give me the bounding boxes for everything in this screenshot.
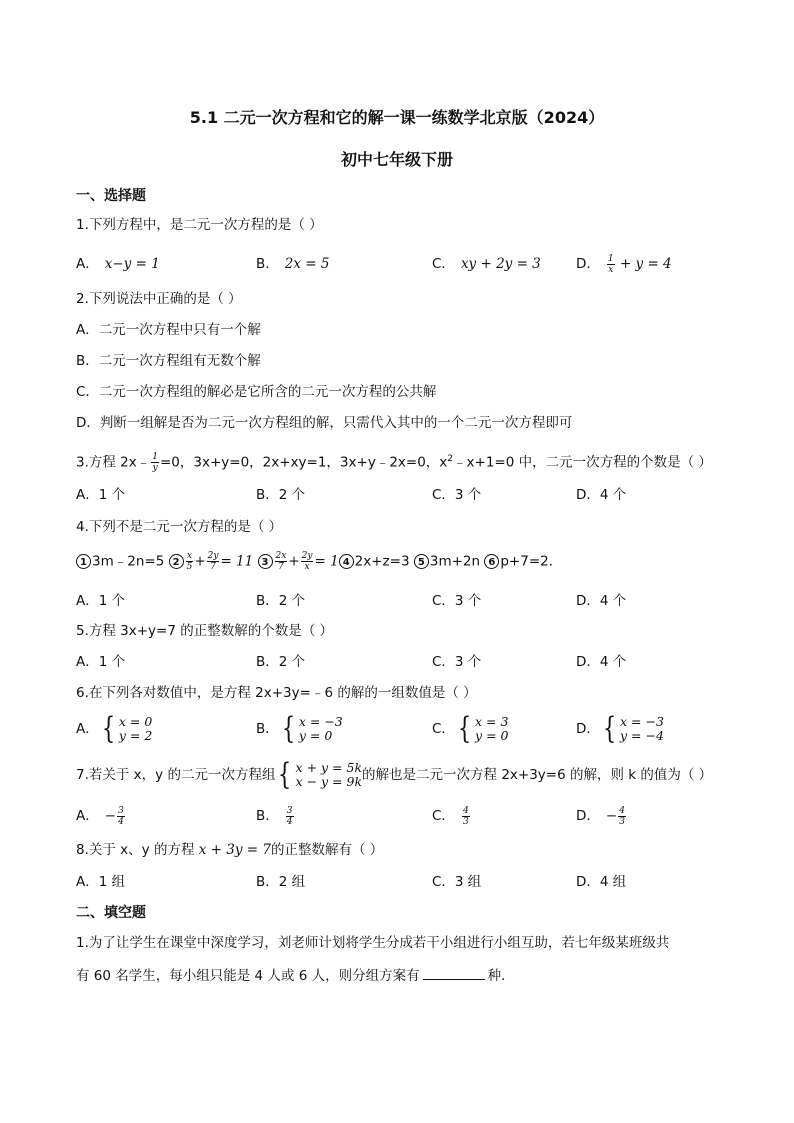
- question-4-options: [76, 590, 726, 612]
- fraction: $\frac{1}{x}$: [607, 253, 614, 275]
- section-heading-fill: 二、填空题: [76, 905, 146, 921]
- fraction: $\frac{x}{5}$: [186, 551, 193, 572]
- option-c: C．3 组: [432, 874, 482, 890]
- fraction: $\frac{3}{4}$: [286, 805, 293, 827]
- question-2-option-b: B．二元一次方程组有无数个解: [76, 353, 261, 369]
- fraction: $\frac{1}{y}$: [152, 452, 158, 473]
- document-subtitle: 初中七年级下册: [340, 150, 453, 169]
- fraction: $\frac{2y}{7}$: [207, 551, 219, 572]
- question-6-stem: 6.在下列各对数值中，是方程 2x+3y=﹣6 的解的一组数值是（ ）: [76, 685, 477, 701]
- option-a: A．1 个: [76, 487, 126, 503]
- brace: {: [602, 711, 617, 746]
- option-a: A． − $\frac{3}{4}$: [76, 805, 124, 827]
- answer-blank[interactable]: [423, 965, 485, 980]
- question-7-stem: 7.若关于 x，y 的二元一次方程组 { x + y = 5k x − y = 9k 的解也是二元一次方程 2x+3y=6 的解，则 k 的值为（ ）: [76, 757, 713, 792]
- option-c: C． xy + 2y = 3: [432, 256, 541, 272]
- circled-number-4: 4: [339, 554, 354, 569]
- option-c: C． $\frac{4}{3}$: [432, 805, 469, 827]
- circled-number-3: 3: [258, 554, 273, 569]
- option-c: C．3 个: [432, 654, 482, 670]
- question-8-options: [76, 871, 726, 893]
- option-b: B．2 个: [256, 487, 306, 503]
- question-1-stem: 1.下列方程中，是二元一次方程的是（ ）: [76, 217, 323, 233]
- option-d: D． { x = −3 y = −4: [576, 711, 664, 746]
- fraction: $\frac{2x}{7}$: [275, 551, 287, 572]
- question-5-stem: 5.方程 3x+y=7 的正整数解的个数是（ ）: [76, 623, 334, 639]
- option-b: B． 2x = 5: [256, 256, 330, 272]
- option-a: A． x−y = 1: [76, 256, 160, 272]
- option-b: B．2 个: [256, 654, 306, 670]
- brace: {: [101, 711, 115, 746]
- option-d: D．4 组: [576, 874, 627, 890]
- option-c: C．3 个: [432, 593, 482, 609]
- circled-number-5: 5: [414, 554, 429, 569]
- fill-1-line-1: 1.为了让学生在课堂中深度学习，刘老师计划将学生分成若干小组进行小组互助，若七年级某班级共: [76, 935, 670, 951]
- question-2-option-a: A．二元一次方程中只有一个解: [76, 322, 261, 338]
- circled-number-6: 6: [484, 554, 499, 569]
- option-b: B．2 个: [256, 593, 306, 609]
- option-d: D．4 个: [576, 593, 627, 609]
- question-2-option-d: D．判断一组解是否为二元一次方程组的解，只需代入其中的一个二元一次方程即可: [76, 415, 573, 431]
- question-8-stem: 8.关于 x、y 的方程 x + 3y = 7的正整数解有（ ）: [76, 842, 384, 858]
- option-d: D．4 个: [576, 654, 627, 670]
- option-b: B．2 组: [256, 874, 306, 890]
- option-d: D． − $\frac{4}{3}$: [576, 805, 625, 827]
- option-a: A． { x = 0 y = 2: [76, 711, 153, 746]
- fraction: $\frac{3}{4}$: [118, 805, 124, 827]
- section-heading-choice: 一、选择题: [76, 188, 146, 204]
- option-d: D． $\frac{1}{x}$ + y = 4: [576, 253, 672, 275]
- question-5-options: [76, 651, 726, 673]
- option-a: A．1 组: [76, 874, 126, 890]
- fraction: $\frac{2y}{x}$: [301, 551, 313, 572]
- brace: {: [457, 711, 472, 746]
- fill-1-line-2: 有 60 名学生，每小组只能是 4 人或 6 人，则分组方案有 种．: [76, 965, 515, 986]
- option-a: A．1 个: [76, 593, 126, 609]
- document-title: 5.1 二元一次方程和它的解一课一练数学北京版（2024）: [189, 108, 605, 127]
- option-b: B． $\frac{3}{4}$: [256, 805, 293, 827]
- question-4-equations: 1 3m﹣2n=5 2 $\frac{x}{5}$ + $\frac{2y}{7}$ = 11 3 $\frac{2x}{7}$ + $\frac{2y}{x}$ = 1 4 2x+z=3 5 3m+2n 6 p+7=2．: [76, 551, 562, 572]
- question-7-options: [76, 805, 726, 831]
- brace: {: [278, 757, 292, 792]
- question-6-options: [76, 711, 726, 748]
- option-c: C． { x = 3 y = 0: [432, 711, 509, 746]
- option-d: D．4 个: [576, 487, 627, 503]
- brace: {: [281, 711, 295, 746]
- question-4-stem: 4.下列不是二元一次方程的是（ ）: [76, 519, 283, 535]
- fraction: $\frac{4}{3}$: [619, 805, 625, 827]
- option-c: C．3 个: [432, 487, 482, 503]
- option-b: B． { x = −3 y = 0: [256, 711, 343, 746]
- circled-number-1: 1: [76, 554, 91, 569]
- fraction: $\frac{4}{3}$: [462, 805, 469, 827]
- circled-number-2: 2: [169, 554, 184, 569]
- question-1-options: [76, 253, 726, 275]
- question-3-options: [76, 484, 726, 506]
- option-a: A．1 个: [76, 654, 126, 670]
- question-2-stem: 2.下列说法中正确的是（ ）: [76, 291, 242, 307]
- question-3-stem: 3.方程 2x﹣ $\frac{1}{y}$ =0，3x+y=0，2x+xy=1，3x+y﹣2x=0，$x^2﹣x+1=0$ 中，二元一次方程的个数是（ ）: [76, 452, 712, 473]
- question-2-option-c: C．二元一次方程组的解必是它所含的二元一次方程的公共解: [76, 384, 437, 400]
